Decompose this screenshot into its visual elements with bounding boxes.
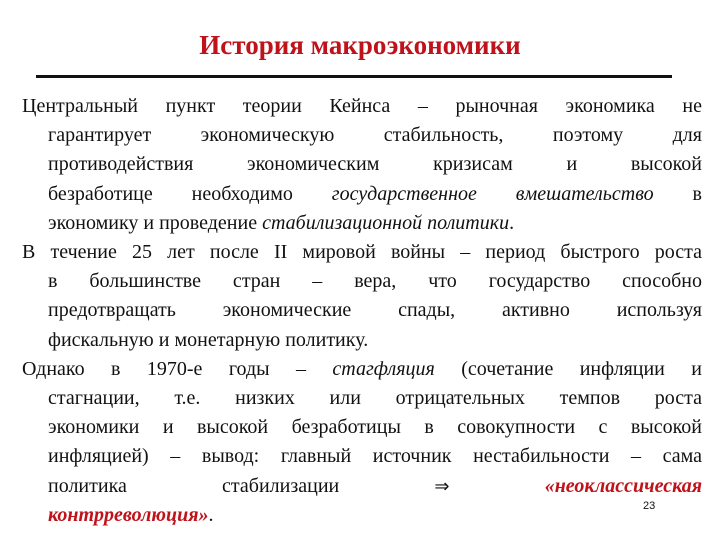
paragraph-keynes-cont — [22, 180, 702, 209]
paragraph-postwar — [22, 238, 702, 267]
title-divider — [36, 75, 672, 78]
p1-line-4-text: безработице необходимо — [48, 182, 332, 205]
paragraph-keynes-cont — [22, 150, 702, 179]
p3-line-5 — [48, 472, 702, 501]
page-number: 23 — [643, 500, 656, 512]
paragraph-stagflation-cont — [22, 384, 702, 413]
p1-line-1: Центральный пункт теории Кейнса – рыночная экономика не — [22, 95, 702, 117]
paragraph-postwar-cont — [22, 296, 702, 325]
p3-line-1-end: (сочетание инфляции и — [434, 357, 703, 380]
p1-line-5 — [48, 209, 702, 238]
stabilization-policy-term: стабилизационной политики — [262, 211, 510, 234]
implies-arrow-icon: ⇒ — [434, 475, 450, 497]
paragraph-postwar-cont — [22, 326, 702, 355]
p1-line-5-end: . — [509, 211, 515, 234]
paragraph-keynes — [22, 92, 702, 121]
p3-line-5-text: политика стабилизации — [48, 474, 340, 497]
paragraph-keynes-cont — [22, 209, 702, 238]
p1-line-4 — [48, 180, 702, 209]
p3-line-6 — [48, 501, 702, 530]
paragraph-stagflation-cont — [22, 472, 702, 501]
p2-line-2: в большинстве стран – вера, что государство способно — [48, 270, 702, 293]
p2-line-3: предотвращать экономические спады, активно используя — [48, 299, 702, 322]
slide-title: История макроэкономики — [199, 30, 521, 60]
p3-line-2: стагнации, т.е. низких или отрицательных темпов роста — [48, 387, 702, 410]
slide-body — [22, 92, 702, 530]
p1-line-3: противодействия экономическим кризисам и высокой — [48, 153, 702, 176]
p2-line-1: В течение 25 лет после II мировой войны – период быстрого роста — [22, 241, 702, 264]
paragraph-keynes-cont — [22, 121, 702, 150]
state-intervention-term: государственное вмешательство — [331, 182, 654, 205]
paragraph-stagflation-cont — [22, 413, 702, 442]
paragraph-stagflation-cont — [22, 442, 702, 471]
counterrevolution-term: контрреволюция» — [48, 503, 209, 526]
p3-line-3: экономики и высокой безработицы в совокупности с высокой — [48, 416, 702, 439]
paragraph-stagflation — [22, 355, 702, 384]
p3-line-6-end: . — [208, 503, 214, 526]
p3-line-1-text: Однако в 1970-е годы – — [22, 357, 333, 380]
paragraph-stagflation-cont — [22, 501, 702, 530]
p3-line-1 — [22, 355, 702, 384]
paragraph-postwar-cont — [22, 267, 702, 296]
p1-line-4-end: в — [653, 182, 702, 205]
p1-line-2: гарантирует экономическую стабильность, поэтому для — [48, 124, 702, 147]
stagflation-term: стагфляция — [332, 357, 435, 380]
p2-line-4: фискальную и монетарную политику. — [48, 328, 369, 351]
p3-line-4: инфляцией) – вывод: главный источник нестабильности – сама — [48, 445, 702, 468]
neoclassical-term: «неоклассическая — [544, 474, 703, 497]
p1-line-5-text: экономику и проведение — [48, 211, 263, 234]
